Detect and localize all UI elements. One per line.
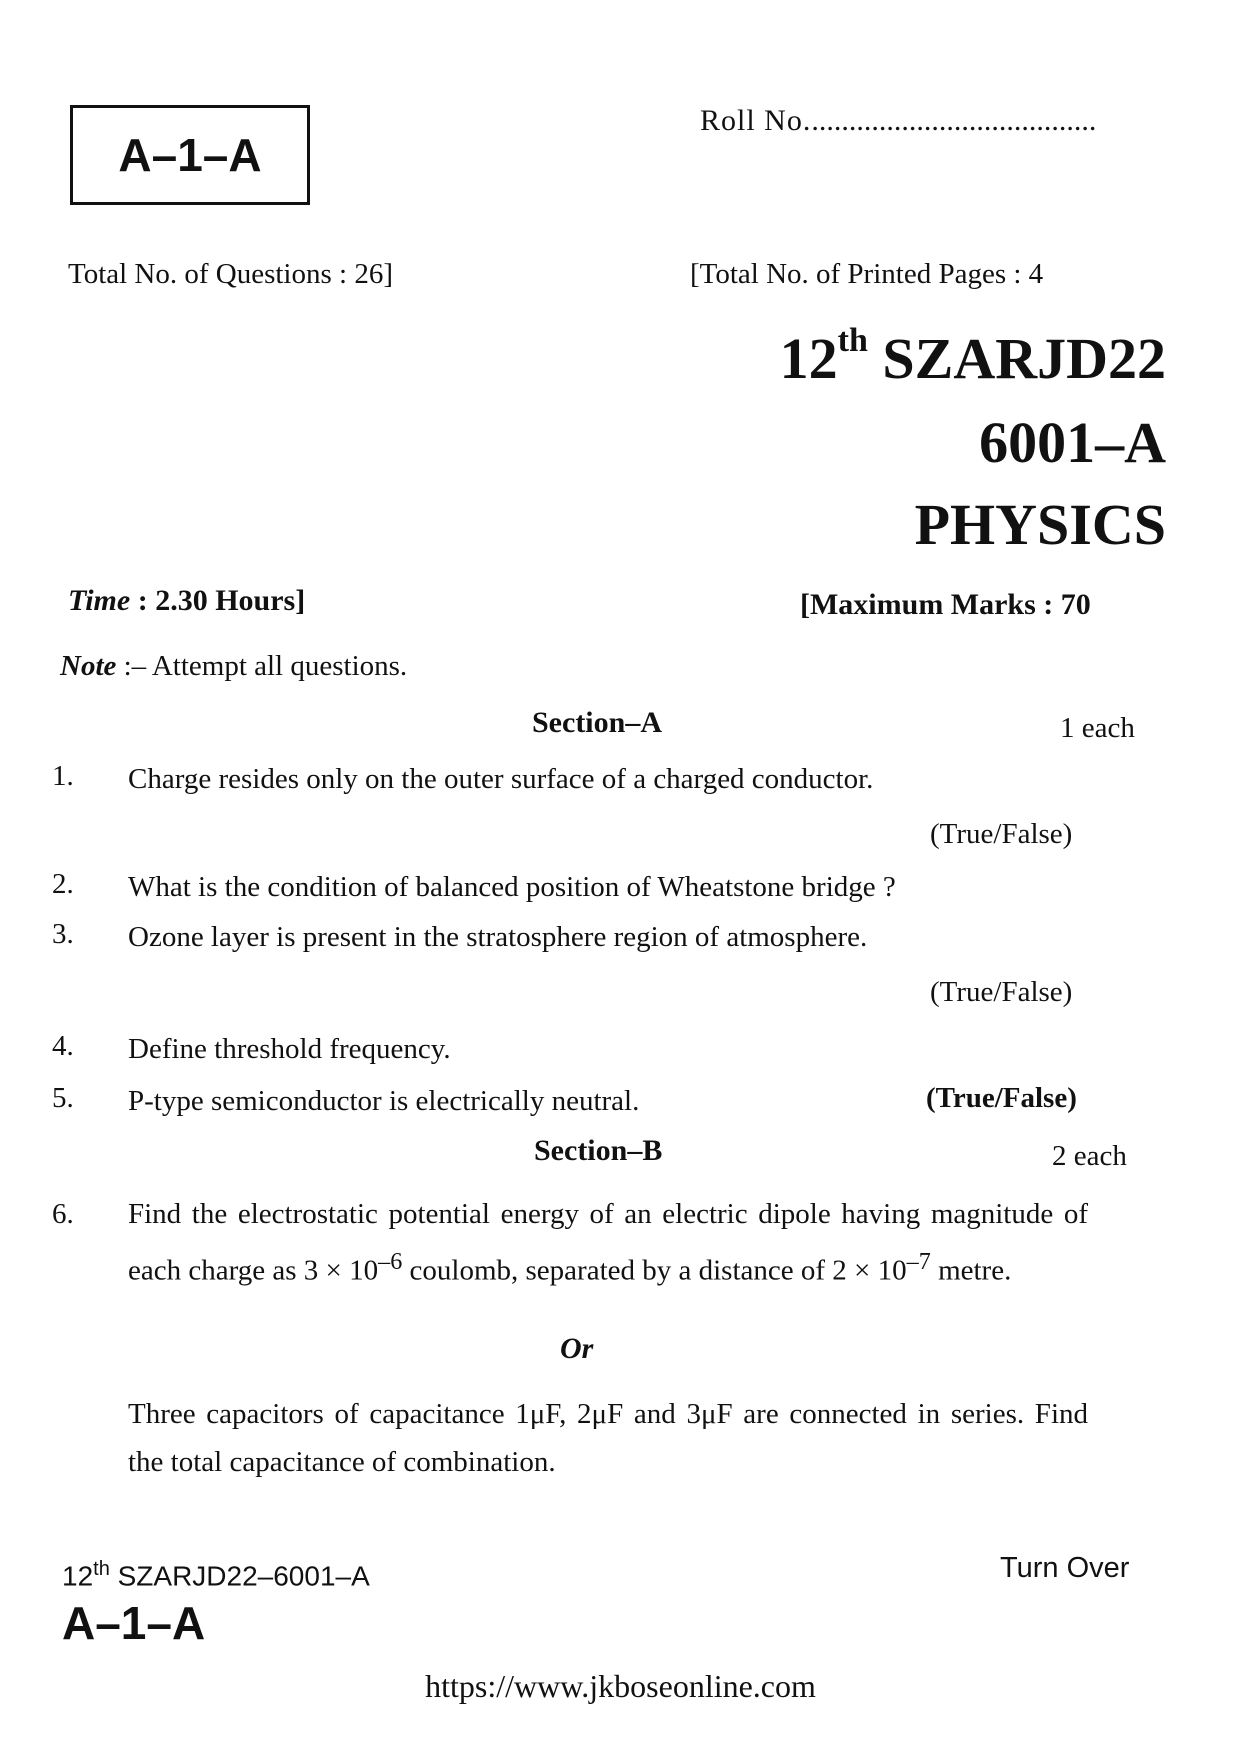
maximum-marks: [Maximum Marks : 70	[800, 588, 1091, 621]
time-label: Time	[68, 584, 131, 617]
roll-number	[700, 104, 1096, 138]
turn-over: Turn Over	[1000, 1552, 1130, 1584]
question-text: Define threshold frequency.	[128, 1033, 451, 1065]
footer-code-num: 12	[62, 1560, 94, 1592]
total-questions: Total No. of Questions : 26]	[68, 258, 393, 290]
subject-title: PHYSICS	[914, 492, 1166, 557]
paper-number: 6001–A	[979, 410, 1166, 475]
q6-exponent-1: –6	[378, 1248, 403, 1275]
class-number: 12	[779, 326, 838, 391]
paper-code-box	[70, 105, 310, 205]
roll-dots: ......................................	[811, 104, 1097, 137]
note-label: Note	[60, 650, 117, 682]
true-false-tag: (True/False)	[930, 818, 1073, 850]
question-number: 6.	[52, 1198, 74, 1230]
section-b-title: Section–B	[534, 1134, 663, 1167]
note-text: :– Attempt all questions.	[123, 650, 408, 682]
section-b-marks: 2 each	[1052, 1140, 1127, 1172]
class-sup: th	[837, 322, 868, 359]
q6-part-3: metre.	[930, 1254, 1012, 1287]
or-label: Or	[560, 1332, 594, 1365]
question-number: 2.	[52, 868, 74, 900]
roll-label: Roll No.	[700, 104, 812, 137]
total-pages: [Total No. of Printed Pages : 4	[690, 258, 1044, 290]
footer-code-rest: SZARJD22–6001–A	[109, 1560, 370, 1592]
question-number: 3.	[52, 918, 74, 950]
question-text	[128, 1190, 1088, 1295]
time-allowed	[68, 584, 305, 618]
question-number: 5.	[52, 1082, 74, 1114]
paper-code-box-text: A–1–A	[118, 129, 262, 181]
footer-paper-code	[62, 1558, 370, 1592]
q6-part-1: Find the electrostatic potential energy of an electric dipole having magnitude of each charge as 3 × 10	[128, 1198, 1088, 1287]
q6-exponent-2: –7	[906, 1248, 931, 1275]
question-number: 4.	[52, 1030, 74, 1062]
true-false-tag: (True/False)	[926, 1082, 1077, 1114]
source-url: https://www.jkboseonline.com	[425, 1668, 816, 1704]
q6-part-2: coulomb, separated by a distance of 2 × 10	[402, 1254, 907, 1287]
time-value: : 2.30 Hours]	[137, 584, 306, 617]
question-text: Ozone layer is present in the stratosphere region of atmosphere.	[128, 921, 868, 953]
question-text: Charge resides only on the outer surface of a charged conductor.	[128, 763, 874, 795]
note	[60, 650, 407, 683]
question-number: 1.	[52, 760, 74, 792]
footer-code-sup: th	[93, 1558, 110, 1580]
series-code: SZARJD22	[882, 326, 1166, 391]
section-a-marks: 1 each	[1060, 712, 1135, 744]
question-text: P-type semiconductor is electrically neutral.	[128, 1085, 640, 1117]
question-text-alternative: Three capacitors of capacitance 1μF, 2μF and 3μF are connected in series. Find the total capacitance of combination.	[128, 1398, 1088, 1478]
question-text: What is the condition of balanced position of Wheatstone bridge ?	[128, 871, 896, 903]
class-series	[779, 322, 1166, 391]
section-a-title: Section–A	[532, 706, 662, 739]
footer-set-code: A–1–A	[62, 1597, 206, 1649]
true-false-tag: (True/False)	[930, 976, 1073, 1008]
